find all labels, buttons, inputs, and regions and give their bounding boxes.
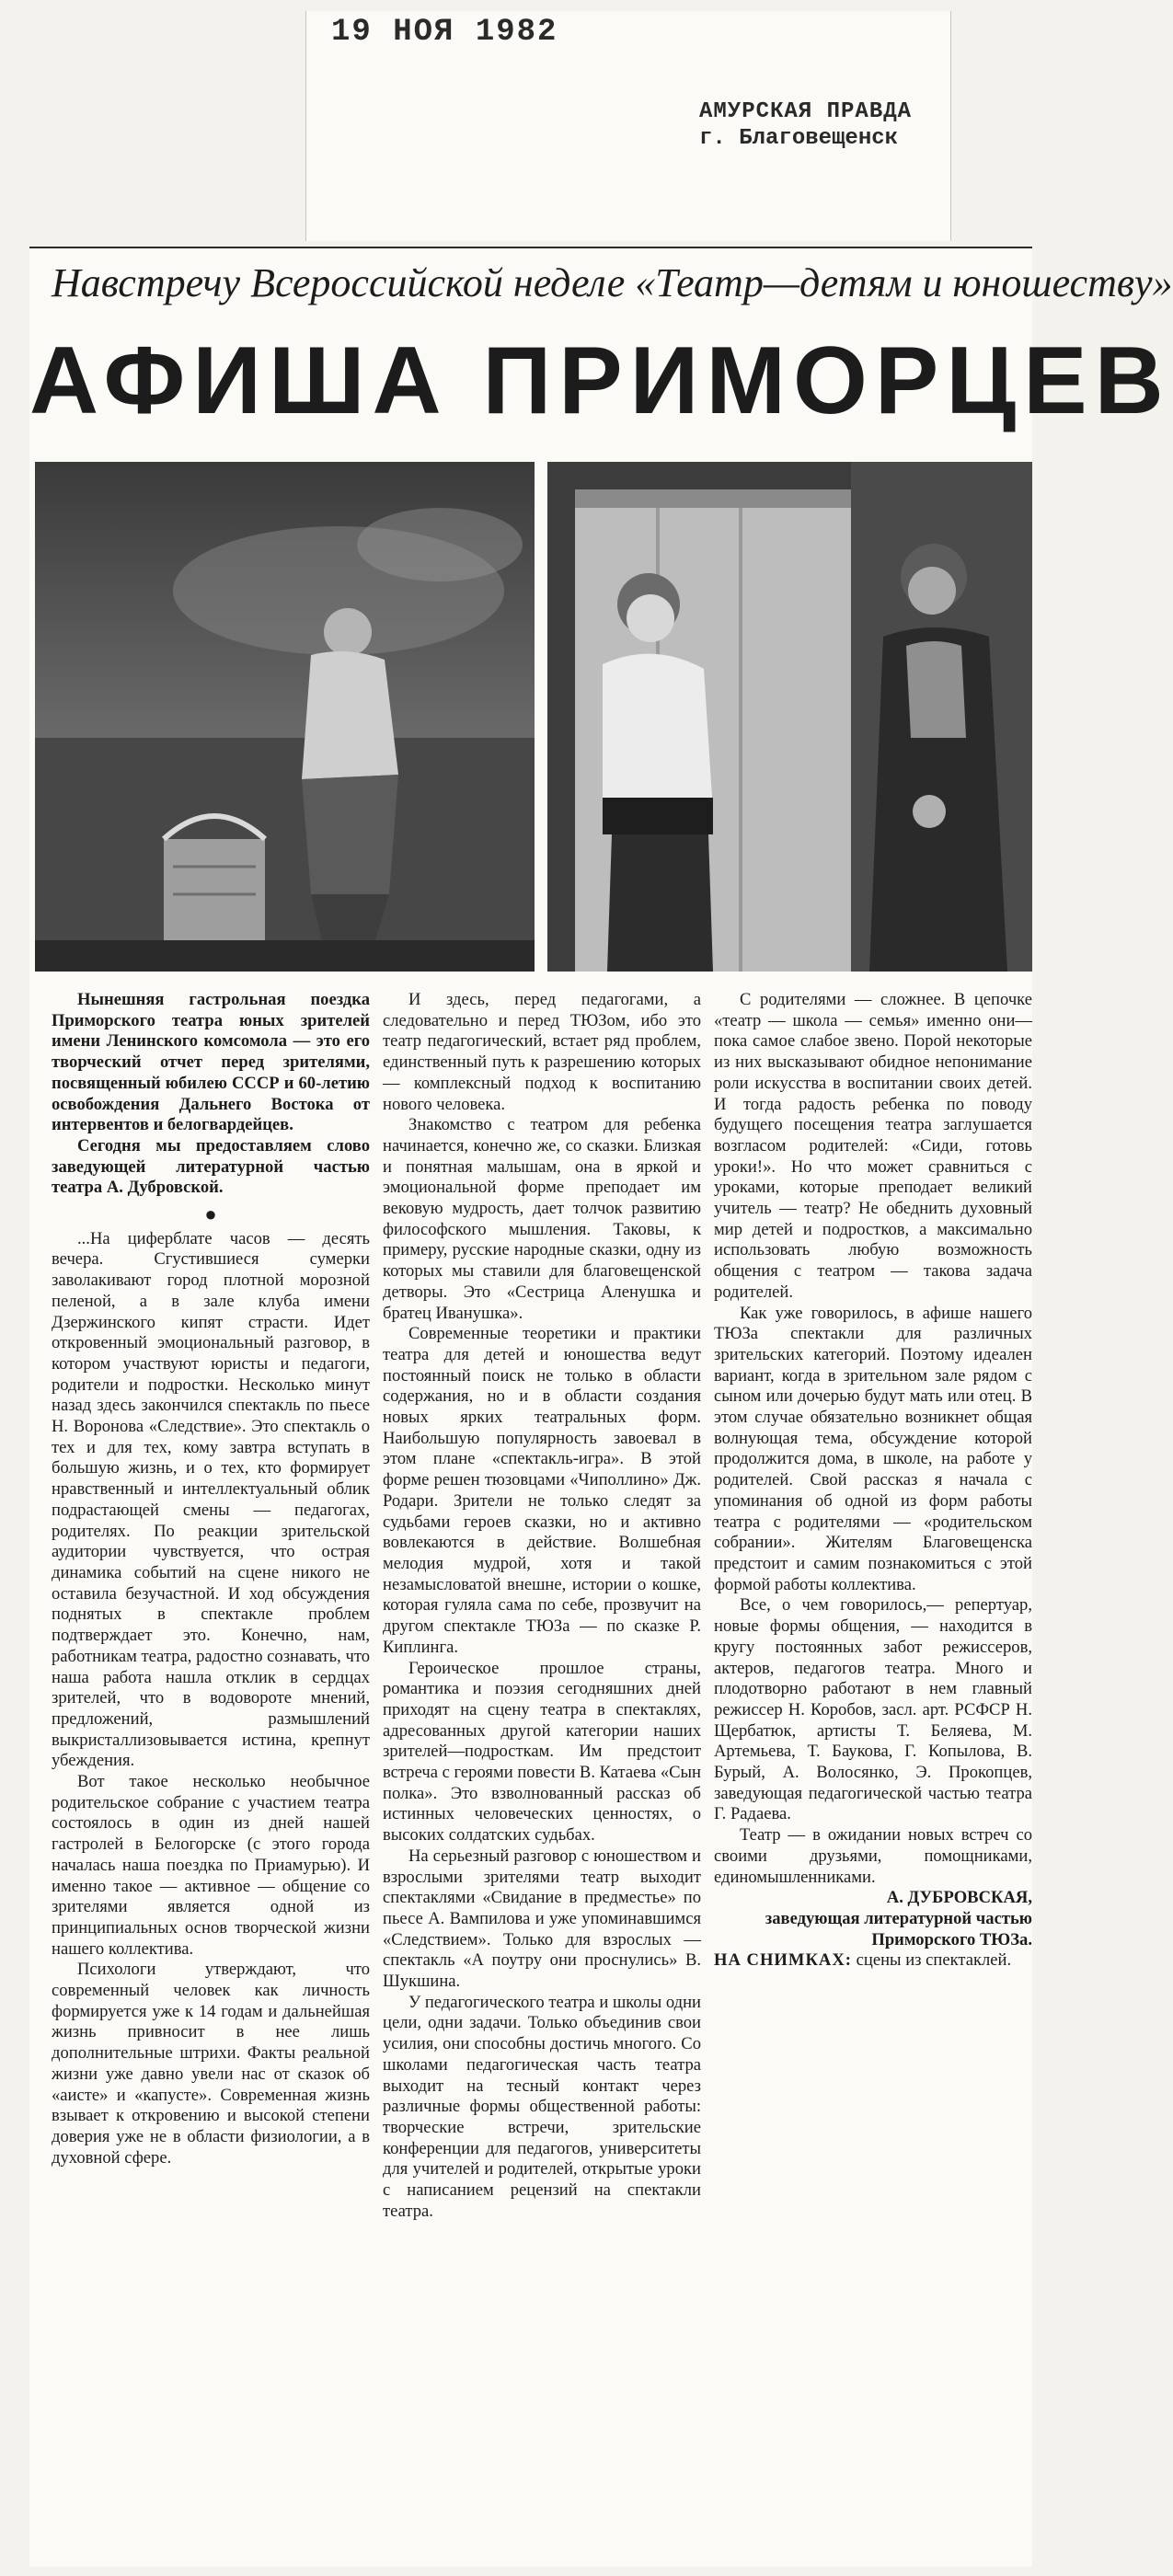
photo-scene-left	[35, 462, 535, 972]
stamp-newspaper-name: АМУРСКАЯ ПРАВДА	[699, 99, 913, 124]
body-paragraph: ...На циферблате часов — десять вечера. Сгустившиеся сумерки заволакивают город плотной морозной пеленой, а в зале клуба имени Дзержинского кипят страсти. Идет откровенный эмоциональный разговор, в котором участвуют юристы и педагоги, родители и подростки. Несколько минут назад здесь закончился спектакль по пьесе Н. Воронова «Следствие». Это спектакль о тех и для тех, кому завтра вступать в большую жизнь, и о тех, кто формирует нравственный и интеллектуальный облик подрастающей смены — педагогах, родителях. По реакции зрительской аудитории чувствуется, что острая динамика событий на сцене никого не оставила безучастной. И ход обсуждения поднятых в спектакле проблем подтверждает это. Конечно, нам, работникам театра, радостно сознавать, что наша работа нашла отклик в сердцах зрителей, что в водовороте мнений, предложений, размышлений выкристаллизовывается истина, крепнут убеждения.	[52, 1228, 370, 1771]
photo-scene-right-image	[547, 462, 1032, 972]
photo-scene-right	[547, 462, 1032, 972]
article-headline: АФИША ПРИМОРЦЕВ	[29, 328, 1171, 434]
article-intro-2: Сегодня мы предоставляем слово заведующей литературной частью театра А. Дубровской.	[52, 1135, 370, 1198]
stamp-city: г. Благовещенск	[699, 125, 899, 151]
body-paragraph: У педагогического театра и школы одни цели, одни задачи. Только объединив свои усилия, они способны достичь многого. Со школами педагогическая часть театра выходит на тесный контакт через различные формы общественной работы: творческие встречи, зрительские конференции для педагогов, университеты для учителей и родителей, открытые уроки с написанием рецензий на спектакли театра.	[383, 1992, 701, 2221]
stamp-newspaper-block	[699, 99, 912, 153]
body-paragraph: На серьезный разговор с юношеством и взрослыми зрителями театр выходит спектаклями «Свидание в предместье» по пьесе А. Вампилова и уже упоминавшимся «Следствием». Только для взрослых — спектакль «А поутру они проснулись» В. Шукшина.	[383, 1846, 701, 1992]
photo-caption-text: сцены из спектаклей.	[856, 1950, 1012, 1971]
author-position: заведующая литературной частью Приморского ТЮЗа.	[765, 1908, 1032, 1949]
photo-scene-left-image	[35, 462, 535, 972]
photo-caption	[714, 1950, 1032, 1972]
article-kicker: Навстречу Всероссийской неделе «Театр—детям и юношеству»	[52, 260, 1173, 305]
article-body	[52, 990, 1032, 2554]
article-column-1	[52, 990, 370, 2554]
body-paragraph: Современные теоретики и практики театра для детей и юношества ведут постоянный поиск не только в области содержания, но и в области создания новых ярких театральных форм. Наибольшую популярность завоевал в этом плане «спектакль-игра». В этой форме решен тюзовцами «Чиполлино» Дж. Родари. Зрители не только следят за судьбами героев сказки, но и активно вовлекаются в действие. Волшебная мелодия мудрой, хотя и такой незамысловатой внешне, истории о кошке, которая гуляла сама по себе, прозвучит на другом спектакле ТЮЗа — по сказке Р. Киплинга.	[383, 1324, 701, 1657]
body-paragraph: Психологи утверждают, что современный человек как личность формируется уже к 14 годам и дальнейшая жизнь привносит в нее лишь дополнительные штрихи. Факты реальной жизни уже давно увели нас от сказок об «аисте» и «капусте». Современная жизнь взывает к откровению и высокой степени доверия уже не в области физиологии, а в духовной сфере.	[52, 1960, 370, 2168]
body-paragraph: Театр — в ожидании новых встреч со своими друзьями, помощниками, единомышленниками.	[714, 1825, 1032, 1887]
author-name: А. ДУБРОВСКАЯ,	[886, 1888, 1032, 1908]
article-clipping	[29, 247, 1173, 2567]
body-paragraph: Знакомство с театром для ребенка начинается, конечно же, со сказки. Близкая и понятная малышам, она в яркой и эмоциональной форме преподает им вековую мудрость, дает толчок развитию философского мышления. Таковы, к примеру, русские народные сказки, одну из которых мы ставили для благовещенской детворы. Это «Сестрица Аленушка и братец Иванушка».	[383, 1115, 701, 1323]
article-intro: Нынешняя гастрольная поездка Приморского театра юных зрителей имени Ленинского комсомола — это его творческий отчет перед зрителями, посвященный юбилею СССР и 60-летию освобождения Дальнего Востока от интервентов и белогвардейцев.	[52, 990, 370, 1135]
body-paragraph: Все, о чем говорилось,— репертуар, новые формы общения, — находится в кругу постоянных забот режиссеров, актеров, педагогов театра. Много и плодотворно работают в нем главный режиссер Н. Коробов, засл. арт. РСФСР Н. Щербатюк, артисты Т. Беляева, М. Артемьева, Т. Баукова, Г. Копылова, В. Бурый, А. Волосянко, Э. Прокопцев, заведующая педагогической частью театра Г. Радаева.	[714, 1595, 1032, 1824]
body-paragraph: С родителями — сложнее. В цепочке «театр — школа — семья» именно они—пока самое слабое звено. Порой некоторые из них высказывают обидное непонимание роли искусства в воспитании своих детей. И тогда радость ребенка по поводу будущего посещения театра заглушается возгласом родителей: «Сиди, готовь уроки!». Но что может сравниться с уроками, которые преподает великий учитель — театр? Не обеднить духовный мир детей и подростков, а максимально использовать любую возможность общения с театром — такова задача родителей.	[714, 990, 1032, 1302]
article-column-2	[383, 990, 701, 2554]
article-column-3	[714, 990, 1032, 2554]
body-paragraph: Вот такое несколько необычное родительское собрание с участием театра состоялось в один из дней нашей гастролей в Белогорске (с этого города началась наша поездка по Приамурью). И именно такое — активное — общение со зрителями является одной из принципиальных основ творческой жизни нашего коллектива.	[52, 1772, 370, 1959]
body-paragraph: И здесь, перед педагогами, а следовательно и перед ТЮЗом, ибо это театр педагогический, встает ряд проблем, единственный путь к разрешению которых — комплексный подход к воспитанию нового человека.	[383, 990, 701, 1114]
body-paragraph: Героическое прошлое страны, романтика и поэзия сегодняшних дней приходят на сцену театра в спектаклях, адресованных другой категории наших зрителей—подросткам. Им предстоит встреча с героями повести В. Катаева «Сын полка». Это взволнованный рассказ об истинных человеческих ценностях, о высоких солдатских судьбах.	[383, 1658, 701, 1846]
stamp-date: 19 НОЯ 1982	[331, 15, 558, 50]
body-paragraph: Как уже говорилось, в афише нашего ТЮЗа спектакли для различных зрительских категорий. Поэтому идеален вариант, когда в зрительном зале рядом с сыном или дочерью будут мать или отец. В этом случае обязательно возникнет общая волнующая тема, обсуждение которой продолжится дома, в школе, на работе у родителей. Свой рассказ я начала с упоминания об одной из форм работы театра с родителями — «родительском собрании». Жителям Благовещенска предстоит и самим познакомиться с этой формой работы коллектива.	[714, 1303, 1032, 1594]
section-bullet: ●	[204, 1202, 217, 1226]
photo-caption-label: НА СНИМКАХ:	[714, 1950, 852, 1971]
